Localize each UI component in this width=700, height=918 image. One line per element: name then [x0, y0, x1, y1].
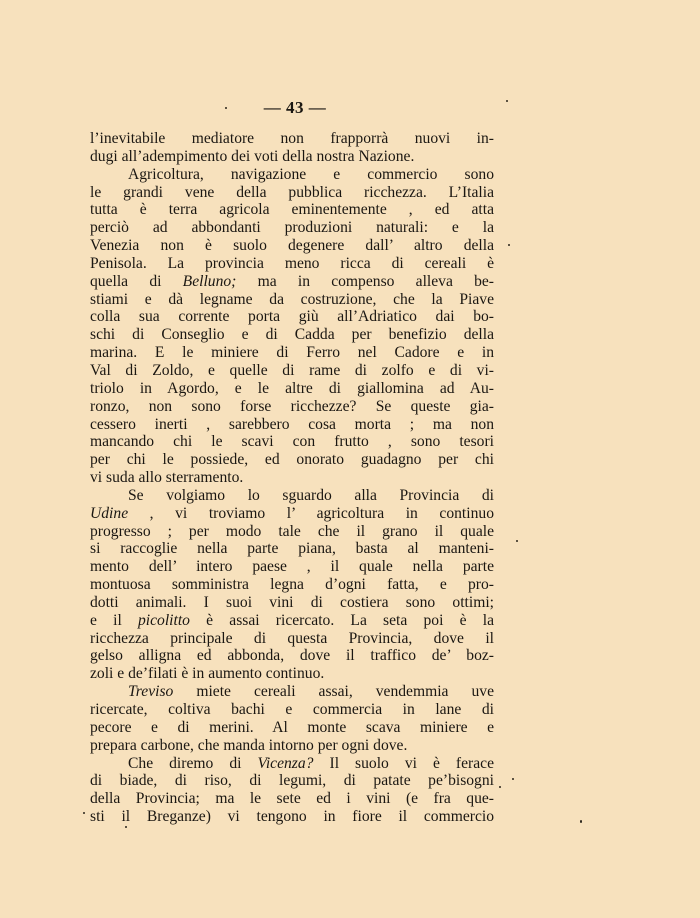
text-line	[90, 416, 494, 434]
scan-speck	[499, 786, 501, 788]
italic-place-name: Udine	[90, 504, 129, 522]
text-line	[90, 184, 494, 202]
scan-speck	[83, 812, 85, 814]
page-number: — 43 —	[263, 98, 327, 117]
text-run: ma in compenso alleva be-	[236, 272, 494, 290]
text-run: ricercate, coltiva bachi e commercia in lane di	[90, 701, 494, 718]
text-run: colla sua corrente porta giù all’Adriatico dai bo-	[90, 308, 494, 326]
text-line	[90, 701, 494, 719]
text-run: si raccoglie nella parte piana, basta al manteni-	[90, 540, 494, 558]
text-line	[90, 612, 494, 630]
italic-place-name: Belluno;	[182, 272, 237, 290]
text-line	[90, 451, 494, 469]
text-line	[90, 523, 494, 541]
text-run: progresso ; per modo tale che il grano il quale	[90, 522, 494, 540]
text-line	[90, 219, 494, 237]
text-line	[90, 291, 494, 309]
text-run: e il	[90, 611, 138, 629]
text-line	[90, 255, 494, 273]
text-run: , vi troviamo l’ agricoltura in continuo	[128, 504, 494, 522]
scan-speck	[580, 820, 582, 823]
text-run: dotti animali. I suoi vini di costiera sono ottimi;	[90, 593, 494, 611]
text-line	[90, 630, 494, 648]
text-line	[90, 576, 494, 594]
scan-speck	[506, 100, 508, 102]
text-run: della Provincia; ma le sete ed i vini (e fra que-	[90, 790, 494, 808]
text-line	[90, 737, 494, 755]
text-line	[90, 790, 494, 808]
text-run: marina. E le miniere di Ferro nel Cadore e in	[90, 344, 494, 362]
text-line	[90, 755, 494, 773]
text-run: prepara carbone, che manda intorno per ogni dove.	[90, 736, 408, 754]
scan-speck	[516, 540, 518, 542]
text-line	[90, 540, 494, 558]
text-run: ronzo, non sono forse ricchezze? Se queste gia-	[90, 397, 494, 415]
text-line	[90, 380, 494, 398]
italic-place-name: Vicenza?	[257, 754, 314, 772]
text-run: Che diremo di	[128, 754, 258, 772]
text-run: per chi le possiede, ed onorato guadagno per chi	[90, 451, 494, 469]
italic-place-name: Treviso	[128, 683, 174, 701]
text-run: stiami e dà legname da costruzione, che la Piave	[90, 290, 494, 308]
text-line	[90, 808, 494, 826]
text-line	[90, 166, 494, 184]
scan-speck	[508, 244, 510, 246]
italic-place-name: picolitto	[137, 611, 190, 629]
text-line	[90, 362, 494, 380]
text-run: sti il Breganze) vi tengono in fiore il commercio	[90, 808, 494, 826]
text-line	[90, 558, 494, 576]
text-line	[90, 398, 494, 416]
text-run: pecore e di merini. Al monte scava miniere e	[90, 718, 494, 736]
text-line	[90, 772, 494, 790]
text-line	[90, 665, 494, 683]
text-run: vi suda allo sterramento.	[90, 469, 244, 487]
text-run: le grandi vene della pubblica ricchezza. L’Italia	[90, 183, 494, 201]
text-run: mento dell’ intero paese , il quale nella parte	[90, 558, 494, 576]
text-line	[90, 469, 494, 487]
text-run: quella di	[90, 272, 183, 290]
text-run: schi di Conseglio e di Cadda per benefizio della	[90, 326, 494, 344]
text-run: triolo in Agordo, e le altre di giallomina ad Au-	[90, 379, 494, 397]
text-line	[90, 308, 494, 326]
text-run: gelso alligna ed abbonda, dove il traffico de’ boz-	[90, 647, 494, 665]
text-run: Venezia non è suolo degenere dall’ altro della	[90, 237, 494, 255]
scan-speck	[125, 826, 127, 828]
text-line	[90, 487, 494, 505]
text-line	[90, 326, 494, 344]
text-line	[90, 433, 494, 451]
text-line	[90, 505, 494, 523]
text-run: Penisola. La provincia meno ricca di cereali è	[90, 254, 494, 272]
text-run: perciò ad abbondanti produzioni naturali: e la	[90, 219, 494, 237]
text-run: Il suolo vi è ferace	[313, 754, 494, 772]
scan-speck	[225, 107, 227, 109]
text-run: Se volgiamo lo sguardo alla Provincia di	[128, 486, 494, 504]
text-run: montuosa somministra legna d’ogni fatta, e pro-	[90, 576, 494, 594]
scan-speck	[512, 778, 514, 780]
text-line	[90, 148, 494, 166]
text-line	[90, 719, 494, 737]
text-line	[90, 683, 494, 701]
text-line	[90, 344, 494, 362]
text-line	[90, 201, 494, 219]
text-run: ricchezza principale di questa Provincia, dove il	[90, 629, 494, 647]
text-run: di biade, di riso, di legumi, di patate pe’bisogni	[90, 772, 494, 790]
text-line	[90, 237, 494, 255]
text-run: cessero inerti , sarebbero cosa morta ; ma non	[90, 415, 494, 433]
text-run: Val di Zoldo, e quelle di rame di zolfo e di vi-	[90, 361, 494, 379]
text-run: mancando chi le scavi con frutto , sono tesori	[90, 433, 494, 451]
text-run: Agricoltura, navigazione e commercio sono	[128, 165, 494, 183]
text-line	[90, 594, 494, 612]
text-run: tutta è terra agricola eminentemente , ed atta	[90, 201, 494, 219]
text-run: zoli e de’filati è in aumento continuo.	[90, 665, 325, 683]
text-line	[90, 130, 494, 148]
text-line	[90, 647, 494, 665]
text-run: l’inevitabile mediatore non frapporrà nuovi in-	[90, 130, 494, 147]
text-run: è assai ricercato. La seta poi è la	[189, 611, 494, 629]
text-line	[90, 273, 494, 291]
body-text	[90, 130, 494, 826]
text-run: dugi all’adempimento dei voti della nostra Nazione.	[90, 147, 415, 165]
text-run: miete cereali assai, vendemmia uve	[173, 683, 494, 701]
